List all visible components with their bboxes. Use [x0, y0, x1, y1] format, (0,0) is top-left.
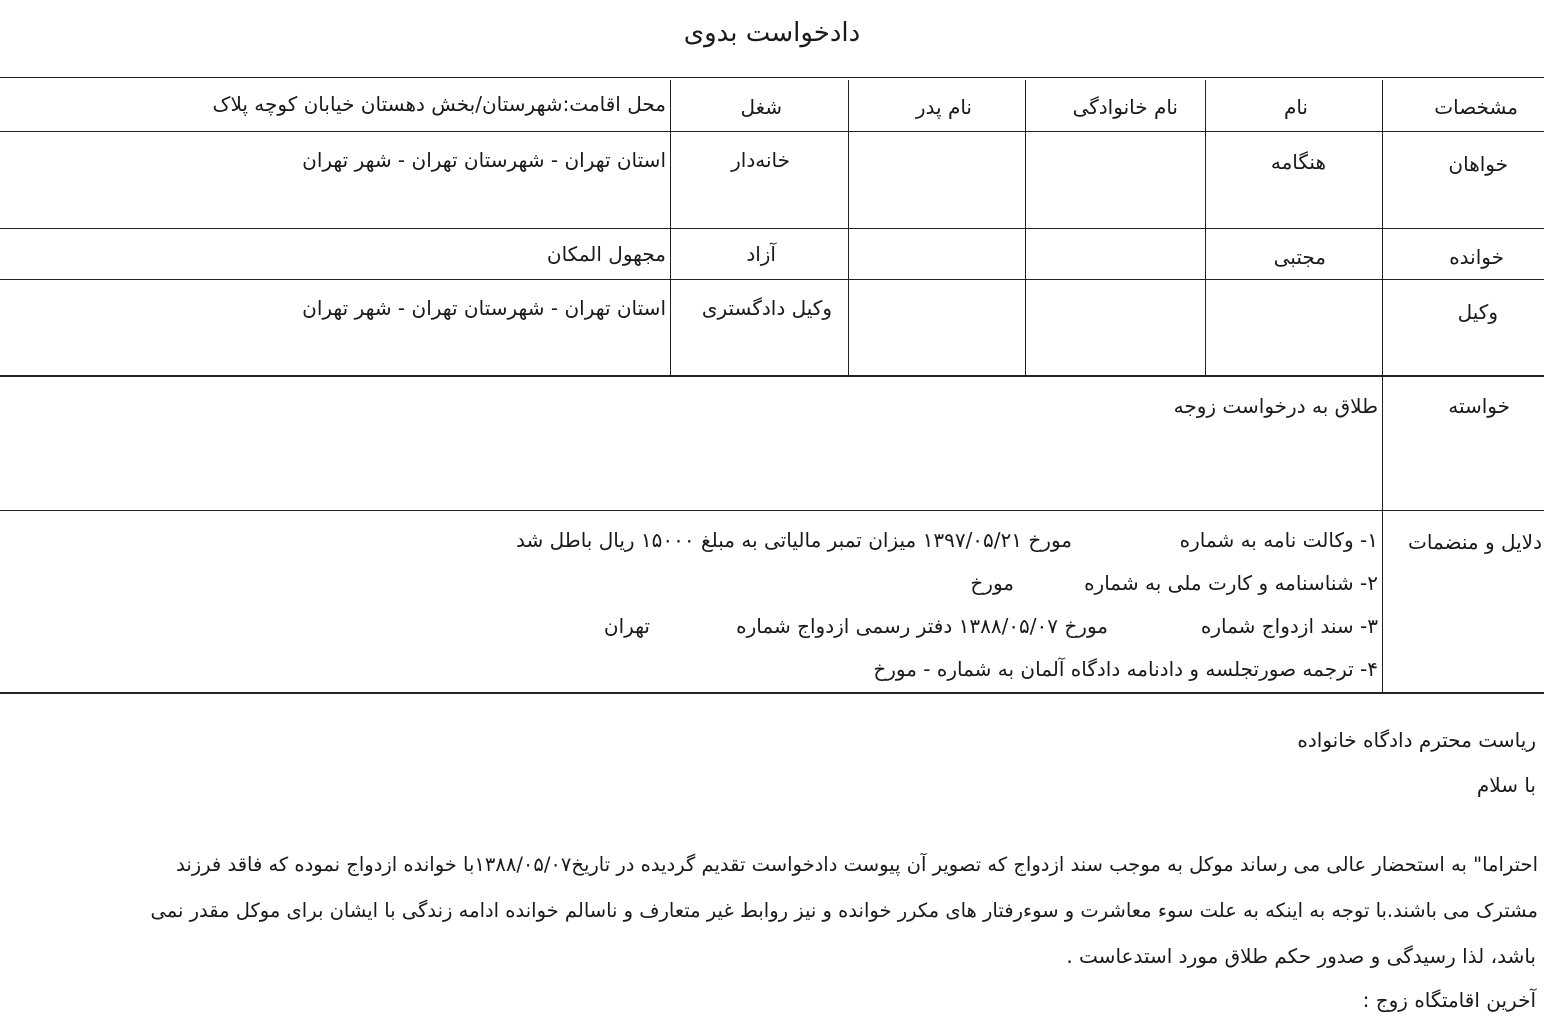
- header-first-name: نام: [1283, 95, 1308, 119]
- defendant-first-name: مجتبی: [1273, 245, 1326, 269]
- header-father-name: نام پدر: [915, 95, 972, 119]
- col-divider-lastname: [1025, 80, 1026, 375]
- request-value: طلاق به درخواست زوجه: [1173, 394, 1378, 418]
- row-defendant-border: [0, 279, 1544, 280]
- header-job: شغل: [740, 95, 782, 119]
- evidence-border: [0, 692, 1544, 694]
- evidence-item-3-detail: مورخ ۱۳۸۸/۰۵/۰۷ دفتر رسمی ازدواج شماره: [736, 614, 1108, 638]
- evidence-item-2-detail: مورخ: [970, 571, 1014, 595]
- evidence-item-4: ۴- ترجمه صورتجلسه و دادنامه دادگاه آلمان به شماره - مورخ: [873, 657, 1378, 681]
- role-plaintiff: خواهان: [1448, 152, 1508, 176]
- role-lawyer: وکیل: [1457, 300, 1498, 324]
- evidence-item-3-city: تهران: [603, 614, 650, 638]
- evidence-item-2: ۲- شناسنامه و کارت ملی به شماره: [1084, 571, 1378, 595]
- plaintiff-first-name: هنگامه: [1270, 150, 1326, 174]
- lawyer-address: استان تهران - شهرستان تهران - شهر تهران: [302, 296, 666, 320]
- header-address: محل اقامت:شهرستان/بخش دهستان خیابان کوچه پلاک: [212, 92, 666, 116]
- letter-line-1: احتراما" به استحضار عالی می رساند موکل به موجب سند ازدواج که تصویر آن پیوست دادخواست تقدیم گردیده در تاریخ۱۳۸۸/۰۵/۰۷با خوانده ازدواج نموده که فاقد فرزند: [176, 853, 1538, 876]
- evidence-label: دلایل و منضمات: [1408, 530, 1542, 554]
- role-defendant: خوانده: [1449, 245, 1504, 269]
- col-divider-job: [670, 80, 671, 375]
- letter-line-2: مشترک می باشند.با توجه به اینکه به علت سوء معاشرت و سوءرفتار های مکرر خوانده و نیز روابط غیر متعارف و ناسالم خوانده ادامه زندگی با ایشان برای موکل مقدر نمی: [150, 899, 1538, 922]
- request-label: خواسته: [1448, 394, 1510, 418]
- request-border: [0, 510, 1544, 511]
- lawyer-job: وکیل دادگستری: [701, 296, 832, 320]
- table-top-border: [0, 77, 1544, 78]
- defendant-address: مجهول المکان: [546, 242, 666, 266]
- letter-line-3: باشد، لذا رسیدگی و صدور حکم طلاق مورد استدعاست .: [1066, 944, 1536, 968]
- row-plaintiff-border: [0, 228, 1544, 229]
- col-divider-specs: [1382, 80, 1383, 692]
- evidence-item-3: ۳- سند ازدواج شماره: [1200, 614, 1378, 638]
- row-lawyer-border: [0, 375, 1544, 377]
- col-divider-name: [1205, 80, 1206, 375]
- letter-line-4: آخرین اقامتگاه زوج :: [1362, 988, 1536, 1012]
- header-specs: مشخصات: [1434, 95, 1518, 119]
- plaintiff-job: خانه‌دار: [731, 148, 790, 172]
- document-title: دادخواست بدوی: [683, 18, 861, 48]
- evidence-item-1-detail: مورخ ۱۳۹۷/۰۵/۲۱ میزان تمبر مالیاتی به مبلغ ۱۵۰۰۰ ریال باطل شد: [516, 528, 1072, 552]
- defendant-job: آزاد: [746, 242, 776, 266]
- col-divider-father: [848, 80, 849, 375]
- evidence-item-1: ۱- وکالت نامه به شماره: [1179, 528, 1378, 552]
- header-row-border: [0, 131, 1544, 132]
- header-last-name: نام خانوادگی: [1072, 95, 1178, 119]
- plaintiff-address: استان تهران - شهرستان تهران - شهر تهران: [302, 148, 666, 172]
- letter-salutation: ریاست محترم دادگاه خانواده: [1297, 728, 1536, 752]
- letter-greeting: با سلام: [1476, 773, 1536, 797]
